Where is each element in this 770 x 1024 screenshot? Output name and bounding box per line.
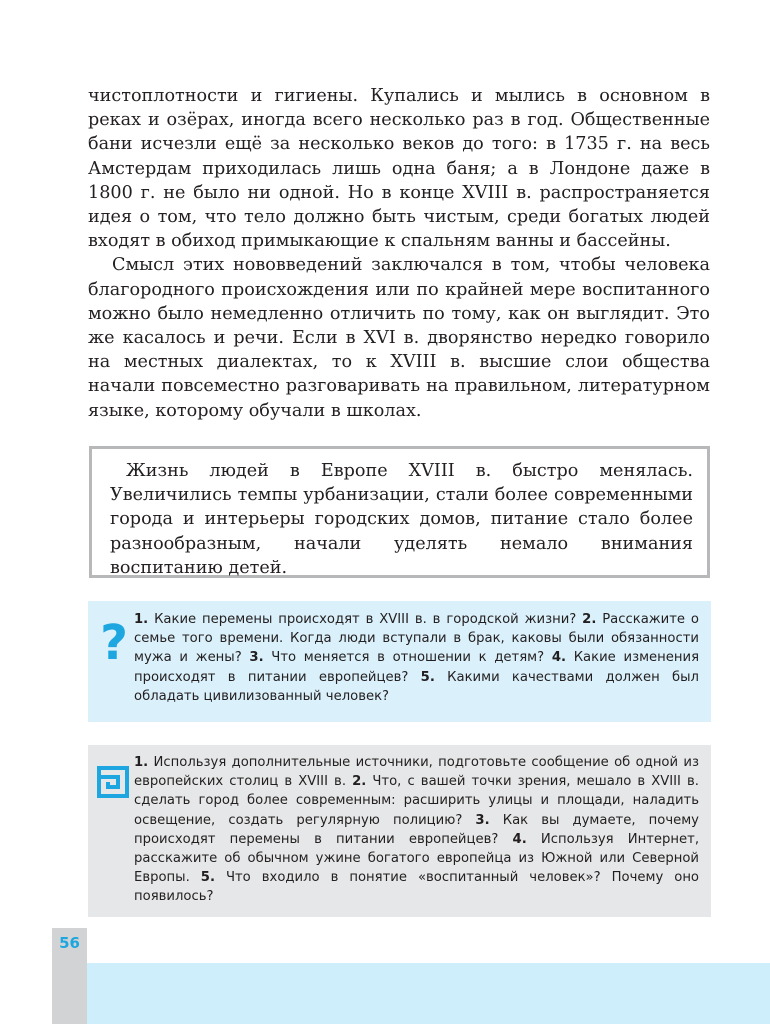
questions-box (88, 601, 711, 722)
question-number: 5. (420, 669, 435, 685)
tasks-text (134, 753, 699, 907)
task-number: 4. (512, 831, 527, 847)
question-text: Какими качествами должен был обладать цивилизованный человек? (134, 669, 699, 704)
body-paragraph-2: Смысл этих нововведений заключался в том, чтобы человека благородного происхождения или по крайней мере воспитанного можно было немедленно отличить по тому, как он выглядит. Это же касалось и речи. Если в XVI в. дворянство нередко говорило на местных диалектах, то к XVIII в. высшие слои общества начали повсеместно разговаривать на правильном, литературном языке, которому обучали в школах. (88, 255, 710, 421)
question-number: 3. (249, 650, 264, 666)
question-number: 1. (134, 612, 149, 627)
summary-text: Жизнь людей в Европе XVIII в. быстро менялась. Увеличились темпы урбанизации, стали более современными города и интерьеры городских домов, питание стало более разнообразным, начали уделять немало внимания воспитанию детей. (110, 461, 693, 578)
task-number: 2. (352, 774, 367, 790)
question-mark-icon: ? (100, 615, 128, 671)
greek-key-icon (96, 765, 130, 799)
task-text: Что входило в понятие «воспитанный человек»? Почему оно появилось? (134, 870, 700, 905)
question-text: Какие перемены происходят в XVIII в. в городской жизни? (148, 612, 583, 627)
tasks-box (88, 745, 711, 917)
task-number: 5. (200, 870, 215, 886)
task-text: Как вы думаете, почему происходят перемены в питании европейцев? (134, 812, 699, 847)
question-number: 2. (582, 612, 597, 627)
footer-blue-band (87, 963, 770, 1024)
question-text: Что меняется в отношении к детям? (263, 650, 552, 666)
question-text: Какие изменения происходят в питании европейцев? (134, 650, 699, 685)
questions-text (134, 610, 699, 706)
task-text: Используя Интернет, расскажите об обычном ужине богатого европейца из Южной или Северной Европы. (134, 831, 700, 886)
question-text: Расскажите о семье того времени. Когда люди вступали в брак, каковы были обязанности мужа и жены? (134, 612, 699, 666)
question-number: 4. (551, 650, 566, 666)
tasks-paragraph (134, 753, 699, 907)
task-text: Что, с вашей точки зрения, мешало в XVIII в. сделать город более современным: расширить улицы и площади, наладить освещение, создать регулярную полицию? (134, 774, 699, 828)
body-paragraph-1: чистоплотности и гигиены. Купались и мылись в основном в реках и озёрах, иногда всего несколько раз в год. Общественные бани исчезли ещё за несколько веков до того: в 1735 г. на весь Амстердам приходилась лишь одна баня; а в Лондоне даже в 1800 г. не было ни одной. Но в конце XVIII в. распространяется идея о том, что тело должно быть чистым, среди богатых людей входят в обиход примыкающие к спальням ванны и бассейны. (88, 86, 710, 252)
task-number: 3. (475, 812, 490, 828)
task-text: Используя дополнительные источники, подготовьте сообщение об одной из европейских столиц в XVIII в. (134, 755, 699, 790)
main-text (88, 84, 710, 423)
task-number: 1. (134, 755, 149, 770)
page-number: 56 (59, 934, 80, 952)
questions-paragraph (134, 610, 699, 706)
summary-box (89, 446, 710, 578)
